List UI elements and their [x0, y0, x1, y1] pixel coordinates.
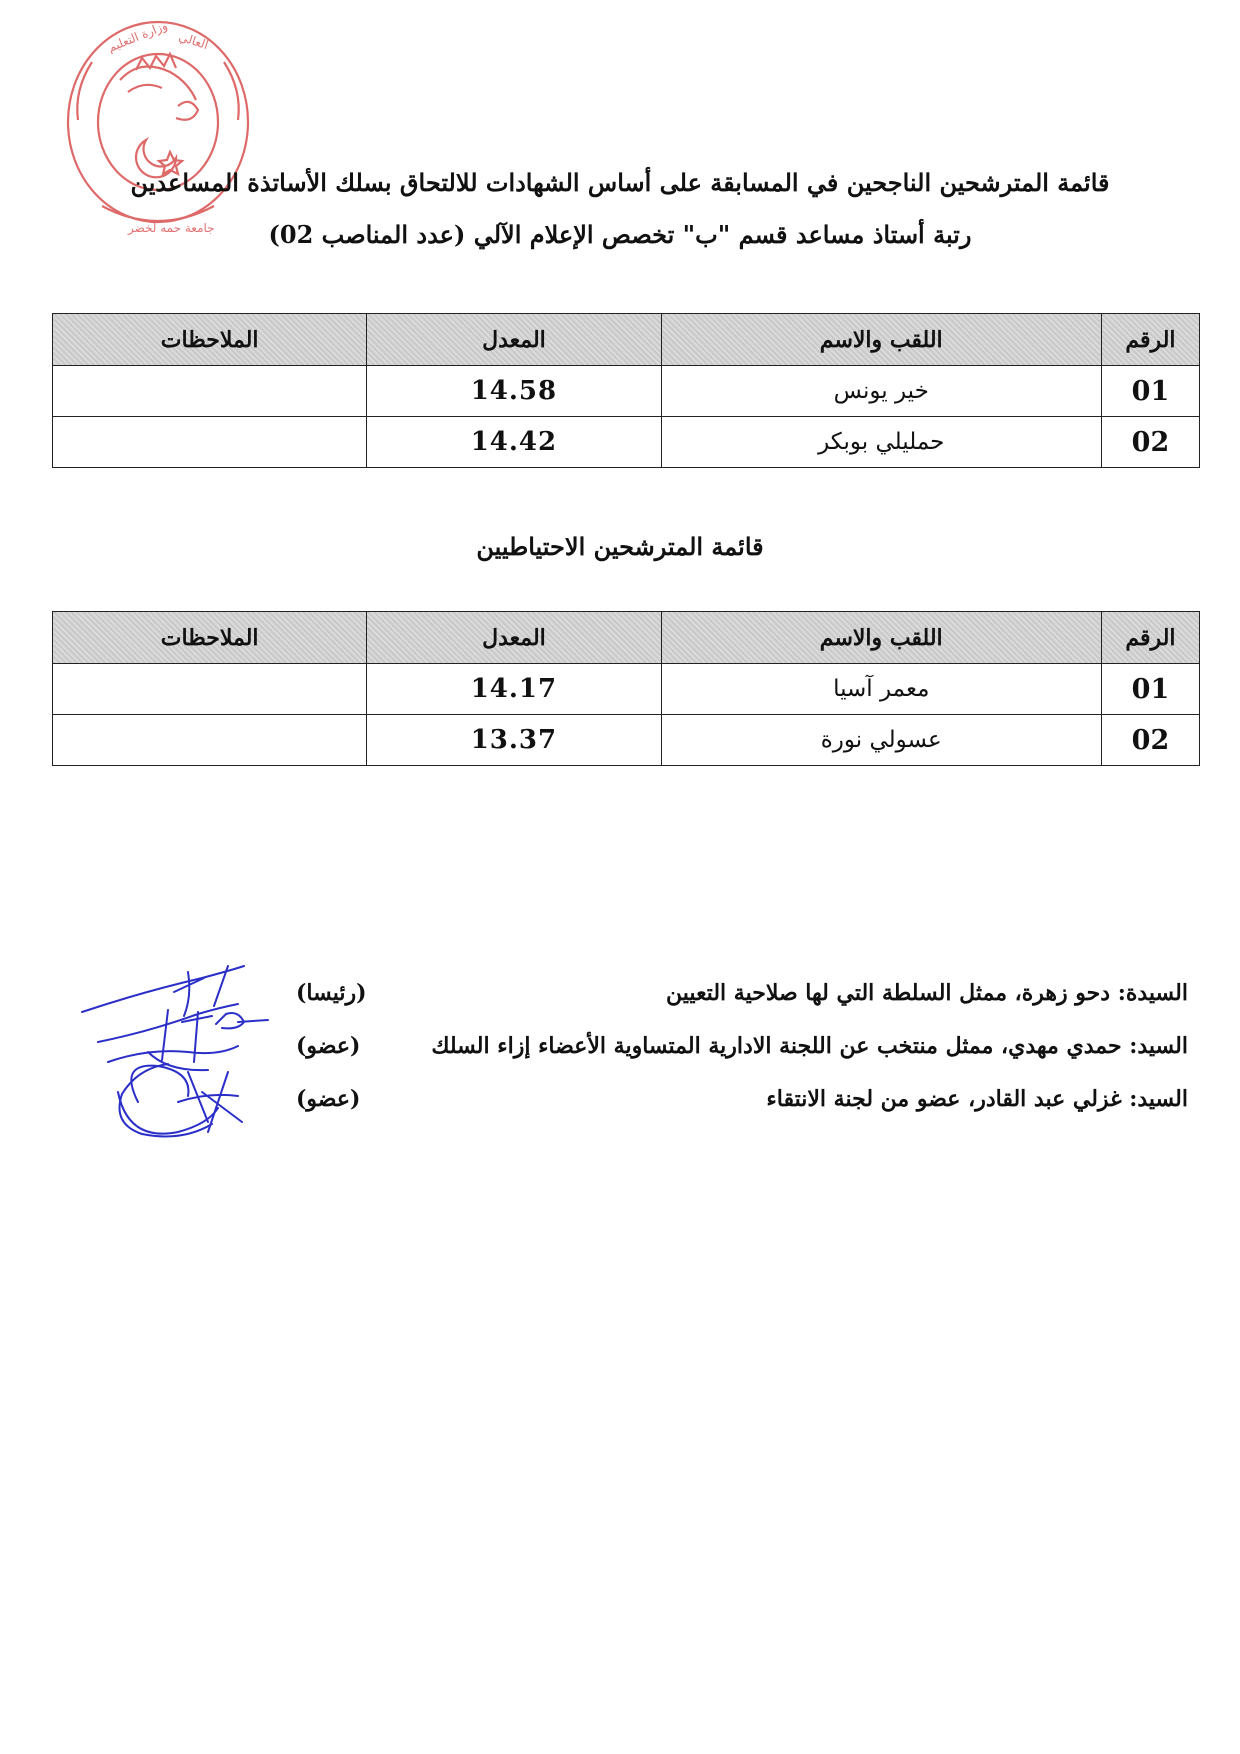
table-header-row [53, 314, 1200, 366]
row-name: حمليلي بوبكر [661, 417, 1101, 468]
document-title: قائمة المترشحين الناجحين في المسابقة على أساس الشهادات للالتحاق بسلك الأساتذة المساعدين [130, 168, 1110, 197]
document-subtitle: رتبة أستاذ مساعد قسم "ب" تخصص الإعلام الآلي (عدد المناصب 02) [268, 220, 972, 249]
row-notes [53, 417, 367, 468]
row-notes [53, 366, 367, 417]
row-number: 01 [1101, 366, 1199, 417]
committee-role-member-3: (عضو) [296, 1086, 361, 1112]
row-notes [53, 715, 367, 766]
header-average: المعدل [367, 612, 661, 664]
committee-member-2: السيد: حمدي مهدي، ممثل منتخب عن اللجنة الادارية المتساوية الأعضاء إزاء السلك [431, 1033, 1188, 1059]
header-notes: الملاحظات [53, 314, 367, 366]
table-row [53, 366, 1200, 417]
row-average: 14.42 [367, 417, 661, 468]
row-average: 14.58 [367, 366, 661, 417]
reserve-list-title: قائمة المترشحين الاحتياطيين [476, 532, 764, 561]
header-name: اللقب والاسم [661, 314, 1101, 366]
header-number: الرقم [1101, 612, 1199, 664]
successful-candidates-table [52, 313, 1200, 468]
header-name: اللقب والاسم [661, 612, 1101, 664]
handwritten-signatures [78, 952, 288, 1152]
row-name: معمر آسيا [661, 664, 1101, 715]
table-row [53, 715, 1200, 766]
row-number: 02 [1101, 715, 1199, 766]
committee-member-president: السيدة: دحو زهرة، ممثل السلطة التي لها صلاحية التعيين [666, 980, 1188, 1006]
row-notes [53, 664, 367, 715]
official-stamp [58, 10, 258, 240]
header-average: المعدل [367, 314, 661, 366]
row-number: 01 [1101, 664, 1199, 715]
row-average: 13.37 [367, 715, 661, 766]
svg-text:العالي: العالي [177, 29, 211, 53]
committee-role-president: (رئيسا) [296, 980, 367, 1006]
table-row [53, 664, 1200, 715]
committee-member-3: السيد: غزلي عبد القادر، عضو من لجنة الانتقاء [766, 1086, 1188, 1112]
committee-role-member-2: (عضو) [296, 1033, 361, 1059]
reserve-candidates-table [52, 611, 1200, 766]
table-header-row [53, 612, 1200, 664]
row-name: عسولي نورة [661, 715, 1101, 766]
svg-text:جامعة حمه لخضر: جامعة حمه لخضر [128, 221, 215, 235]
row-name: خير يونس [661, 366, 1101, 417]
row-number: 02 [1101, 417, 1199, 468]
header-number: الرقم [1101, 314, 1199, 366]
table-row [53, 417, 1200, 468]
svg-text:وزارة التعليم: وزارة التعليم [105, 18, 170, 55]
header-notes: الملاحظات [53, 612, 367, 664]
row-average: 14.17 [367, 664, 661, 715]
